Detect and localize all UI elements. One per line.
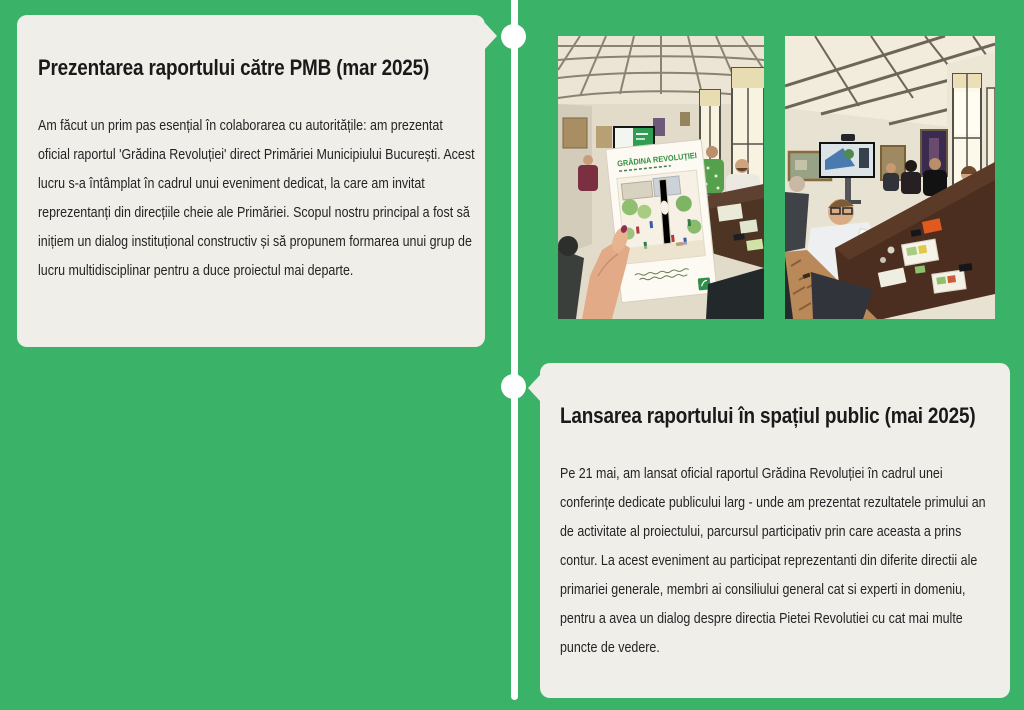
timeline-card-pmb-presentation [17, 15, 485, 347]
report-cover-title: GRĂDINA REVOLUȚIEI [616, 150, 705, 169]
card-body-pmb: Am făcut un prim pas esențial în colaborarea cu autoritățile: am prezentat oficial raportul 'Grădina Revoluției' direct Primăriei Municipiului București. Acest lucru s-a întâmplat în cadrul unui eveniment dedicat, la care am invitat reprezentanți din direcțiile cheie ale Primăriei. Scopul nostru principal a fost să inițiem un dialog instituțional constructiv și să propunem formarea unui grup de lucru multidisciplinar pentru a duce proiectul mai departe. [38, 118, 475, 279]
card-pointer-left [528, 375, 540, 401]
photo-conference-table-meeting [785, 36, 995, 319]
timeline-line [511, 0, 518, 700]
photo-report-held-in-meeting [558, 36, 764, 319]
photo-meeting-illustration [785, 36, 995, 319]
timeline-dot-2 [501, 374, 526, 399]
photo-report-illustration [558, 36, 764, 319]
card-pointer-right [485, 23, 497, 49]
timeline-card-public-launch [540, 363, 1010, 698]
card-body-launch: Pe 21 mai, am lansat oficial raportul Grădina Revoluției în cadrul unei conferințe dedicate publicului larg - unde am prezentat rezultatele primului an de activitate al proiectului, parcursul participativ prin care aceasta a prins contur. La acest eveniment au participat reprezentanti din diferite directii ale primariei generale, membri ai consiliului general cat si experti in domeniu, pentru a avea un dialog despre directia Pietei Revolutiei cu cat mai multe puncte de vedere. [560, 466, 986, 656]
timeline-dot-1 [501, 24, 526, 49]
card-title-pmb: Prezentarea raportului către PMB (mar 2025) [38, 55, 430, 80]
card-title-launch: Lansarea raportului în spațiul public (mai 2025) [560, 403, 976, 428]
